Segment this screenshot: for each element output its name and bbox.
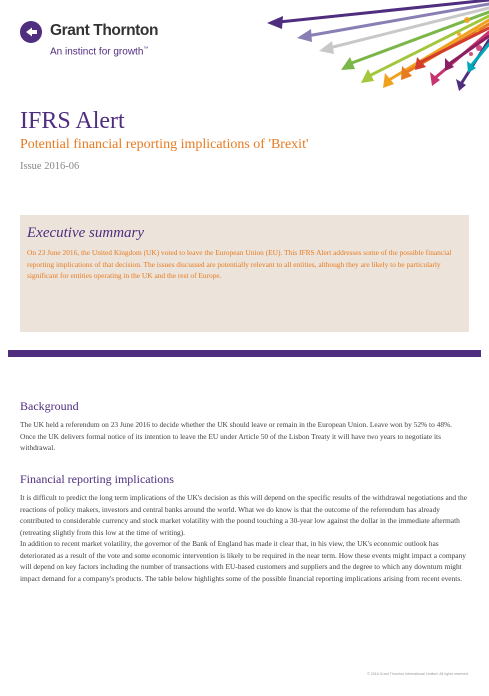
copyright-footer: © 2016 Grant Thornton International Limited. All rights reserved. [367, 672, 469, 676]
multicolour-arrows-graphic [249, 0, 489, 92]
background-paragraph: The UK held a referendum on 23 June 2016 to decide whether the UK should leave or remain in the European Union. Leave won by 52% to 48%. Once the UK delivers formal notice of its intention to leave the EU under Article 50 of the Lisbon Treaty it will have two years to negotiate its withdrawal. [20, 420, 453, 453]
section-divider [8, 350, 481, 357]
financial-reporting-paragraph-1: It is difficult to predict the long term implications of the UK's decision as this will depend on the specific results of the withdrawal negotiations and the reactions of policy makers, investors and central banks around the world. What we do know is that the outcome of the referendum has already contributed to considerable currency and stock market volatility with the pound touching a 30-year low against the dollar in the immediate aftermath (retreating slightly from this low at the time of writing). [20, 493, 467, 537]
executive-summary-text: On 23 June 2016, the United Kingdom (UK) voted to leave the European Union (EU). This IFRS Alert addresses some of the possible financial reporting implications of that decision. The issues discussed are potentially relevant to all entities, although they are likely to be particularly significant for entities operating in the UK and the rest of Europe. [27, 248, 452, 281]
document-subtitle: Potential financial reporting implications of 'Brexit' [20, 137, 309, 152]
brand-logo [20, 20, 190, 64]
brand-name: Grant Thornton [50, 22, 159, 39]
background-heading: Background [20, 399, 79, 413]
executive-summary-heading: Executive summary [27, 225, 145, 241]
executive-summary-box [20, 215, 469, 332]
financial-reporting-paragraph-2: In addition to recent market volatility, the governor of the Bank of England has made it clear that, in his view, the UK's economic outlook has deteriorated as a result of the vote and some economic intervention is likely to be required in the near term. How these events might impact a company will depend on key factors including the number of transactions with EU-based customers and suppliers and the degree to which any downturn might impact demand for a company's products. The table below highlights some of the possible financial reporting implications arising from recent events. [20, 539, 466, 583]
issue-number: Issue 2016-06 [20, 161, 80, 172]
grant-thornton-logo-icon [20, 21, 42, 43]
brand-tagline: An instinct for growth™ [50, 46, 149, 58]
financial-reporting-heading: Financial reporting implications [20, 472, 174, 486]
document-title: IFRS Alert [20, 108, 125, 134]
